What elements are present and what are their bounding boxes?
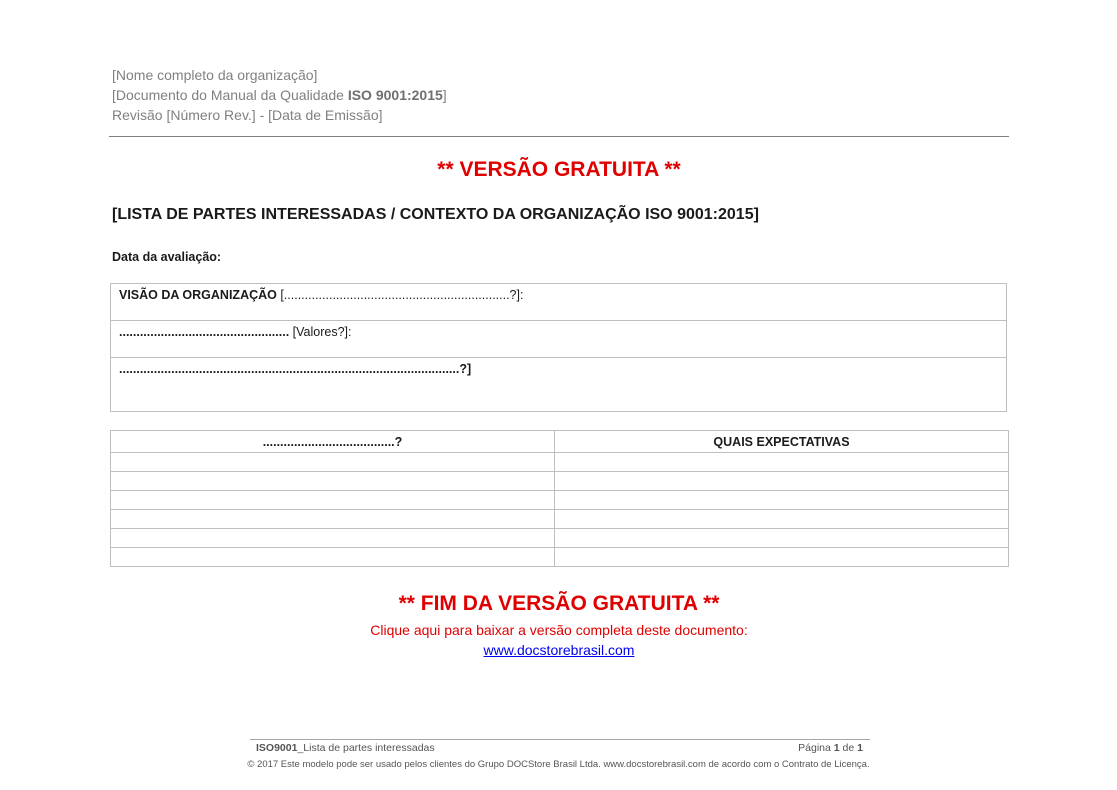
expectation-cell[interactable] xyxy=(555,548,1009,567)
vision-box xyxy=(110,283,1007,412)
values-dots: ................................................. xyxy=(119,325,290,339)
extra-dots: ..................................................................................................?] xyxy=(119,362,472,376)
expectation-cell[interactable] xyxy=(555,510,1009,529)
table-row xyxy=(111,529,1009,548)
table-row xyxy=(111,548,1009,567)
expectation-cell[interactable] xyxy=(555,491,1009,510)
table-row xyxy=(111,510,1009,529)
vision-label: VISÃO DA ORGANIZAÇÃO xyxy=(119,288,277,302)
expectation-cell[interactable] xyxy=(555,472,1009,491)
stakeholder-cell[interactable] xyxy=(111,529,555,548)
manual-reference: [Documento do Manual da Qualidade ISO 9001:2015] xyxy=(112,87,447,103)
table-row xyxy=(111,453,1009,472)
vision-row[interactable]: VISÃO DA ORGANIZAÇÃO [.................................................................?]: xyxy=(111,284,1006,321)
header-divider xyxy=(109,136,1009,137)
stakeholder-cell[interactable] xyxy=(111,453,555,472)
expectation-cell[interactable] xyxy=(555,453,1009,472)
values-row[interactable]: ................................................. [Valores?]: xyxy=(111,321,1006,358)
evaluation-date-label: Data da avaliação: xyxy=(112,250,222,264)
download-prompt: Clique aqui para baixar a versão completa deste documento: xyxy=(370,622,748,638)
stakeholder-cell[interactable] xyxy=(111,472,555,491)
page-number: Página 1 de 1 xyxy=(798,742,863,754)
document-header xyxy=(112,65,447,125)
download-link[interactable]: www.docstorebrasil.com xyxy=(483,642,635,658)
footer-divider xyxy=(250,739,870,740)
download-link-wrapper xyxy=(109,642,1009,658)
footer-doc-name: ISO9001_Lista de partes interessadas xyxy=(256,742,435,754)
table-row xyxy=(111,472,1009,491)
table-row xyxy=(111,491,1009,510)
free-version-title: ** VERSÃO GRATUITA ** xyxy=(437,158,681,181)
end-free-version-title: ** FIM DA VERSÃO GRATUITA ** xyxy=(398,592,720,615)
stakeholder-table xyxy=(110,430,1009,567)
expectations-column-header: QUAIS EXPECTATIVAS xyxy=(555,431,1009,453)
copyright-notice: © 2017 Este modelo pode ser usado pelos clientes do Grupo DOCStore Brasil Ltda. www.docstorebrasil.com de acordo com o Contrato de Licença. xyxy=(247,759,870,770)
revision-info: Revisão [Número Rev.] - [Data de Emissão] xyxy=(112,107,383,123)
extra-row[interactable] xyxy=(111,358,1006,411)
iso-standard: ISO 9001:2015 xyxy=(347,87,443,103)
expectation-cell[interactable] xyxy=(555,529,1009,548)
stakeholder-cell[interactable] xyxy=(111,491,555,510)
table-body xyxy=(111,453,1009,567)
stakeholder-cell[interactable] xyxy=(111,510,555,529)
table-header-row xyxy=(111,431,1009,453)
organization-name: [Nome completo da organização] xyxy=(112,67,318,83)
stakeholder-cell[interactable] xyxy=(111,548,555,567)
stakeholder-column-header: ......................................? xyxy=(111,431,555,453)
document-title: [LISTA DE PARTES INTERESSADAS / CONTEXTO DA ORGANIZAÇÃO ISO 9001:2015] xyxy=(112,206,759,223)
